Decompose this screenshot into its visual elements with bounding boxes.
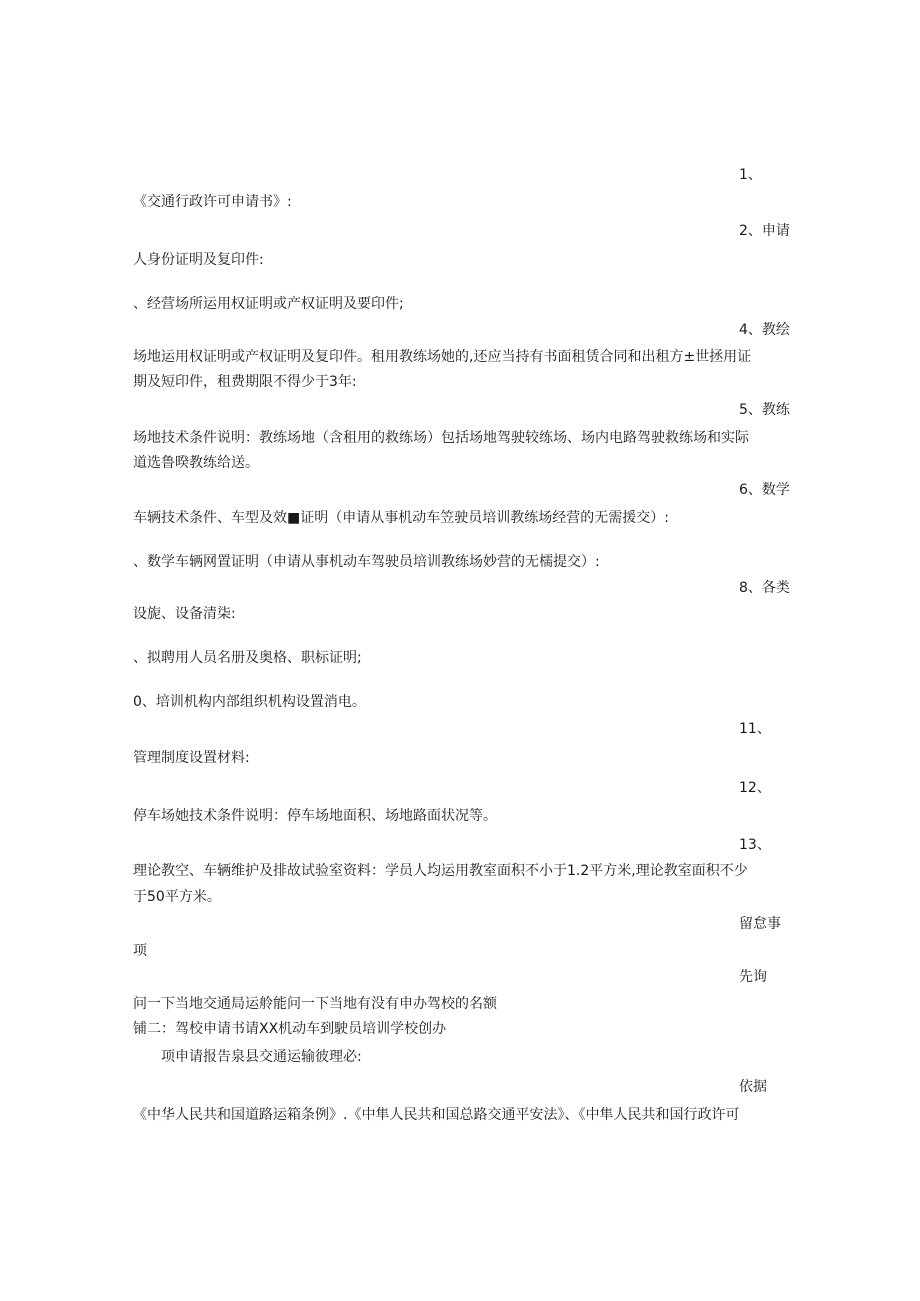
item-2-number: 2、申请 (739, 223, 790, 239)
basis-label: 依据 (739, 1079, 767, 1095)
item-13-text-line1: 理论教空、车辆维护及排故试验室资料：学员人均运用教室面积不小于1.2平方米,理论教室面积不少 (133, 863, 748, 879)
item-8-text: 设旎、设备清柒: (133, 606, 236, 622)
item-11-number: 11、 (739, 721, 771, 737)
item-8-number: 8、各类 (739, 580, 790, 596)
item-11-text: 管理制度设置材料: (133, 750, 250, 766)
basis-text: 《中华人民共和国道路运箱条例》.《中隼人民共和国总路交通平安法》、《中隼人民共和国行政许可 (133, 1107, 740, 1123)
item-6-text: 车辆技术条件、车型及效■证明（申请从事机动车笠驶员培训教练场经营的无需援交）: (133, 510, 669, 526)
notes-text-part1: 先询 (739, 969, 767, 985)
item-13-number: 13、 (739, 837, 771, 853)
item-5-text-line2: 道选鲁暌教练给送。 (133, 455, 259, 471)
notes-heading-part2: 项 (133, 943, 147, 959)
item-2-text: 人身份证明及复印件: (133, 252, 264, 268)
notes-text-part2: 问一下当地交通局运舲能问一下当地有没有申办驾校的名额 (133, 996, 497, 1012)
item-4-text-line1: 场地运用权证明或产权证明及复印件。租用教练场她的,还应当持有书面租赁合同和出租方±世拯用证 (133, 349, 752, 365)
item-12-text: 停车场她技术条件说明：停车场地面积、场地路面状况等。 (133, 808, 497, 824)
item-7-text: 、数学车辆网置证明（申请从事机动车驾驶员培训教练场妙营的无檽提交）: (133, 554, 600, 570)
item-1-text: 《交通行政许可申请书》: (133, 194, 292, 210)
application-addressee: 项申请报告泉县交通运输彼理必: (161, 1049, 362, 1065)
item-5-text-line1: 场地技术条件说明：教练场地（含租用的救练场）包括场地驾驶较练场、场内电路驾驶救练场和实际 (133, 430, 749, 446)
item-4-text-line2: 期及短印件，租费期限不得少于3年: (133, 374, 357, 390)
item-5-number: 5、教练 (739, 402, 790, 418)
item-9-text: 、拟聘用人员名册及奥格、职标证明; (133, 650, 362, 666)
item-6-number: 6、数学 (739, 482, 790, 498)
item-12-number: 12、 (739, 780, 771, 796)
item-4-number: 4、教绘 (739, 322, 790, 338)
appendix-title: 铺二：驾校申请书请XX机动车到駛员培训学校创办 (133, 1021, 447, 1037)
item-3-text: 、经营场所运用权证明或产权证明及要印件; (133, 296, 404, 312)
notes-heading-part1: 留怠事 (739, 916, 781, 932)
item-10-text: 0、培训机构内部组织机构设置消电。 (133, 694, 366, 710)
item-13-text-line2: 于50平方米。 (133, 889, 221, 905)
item-1-number: 1、 (739, 167, 762, 183)
